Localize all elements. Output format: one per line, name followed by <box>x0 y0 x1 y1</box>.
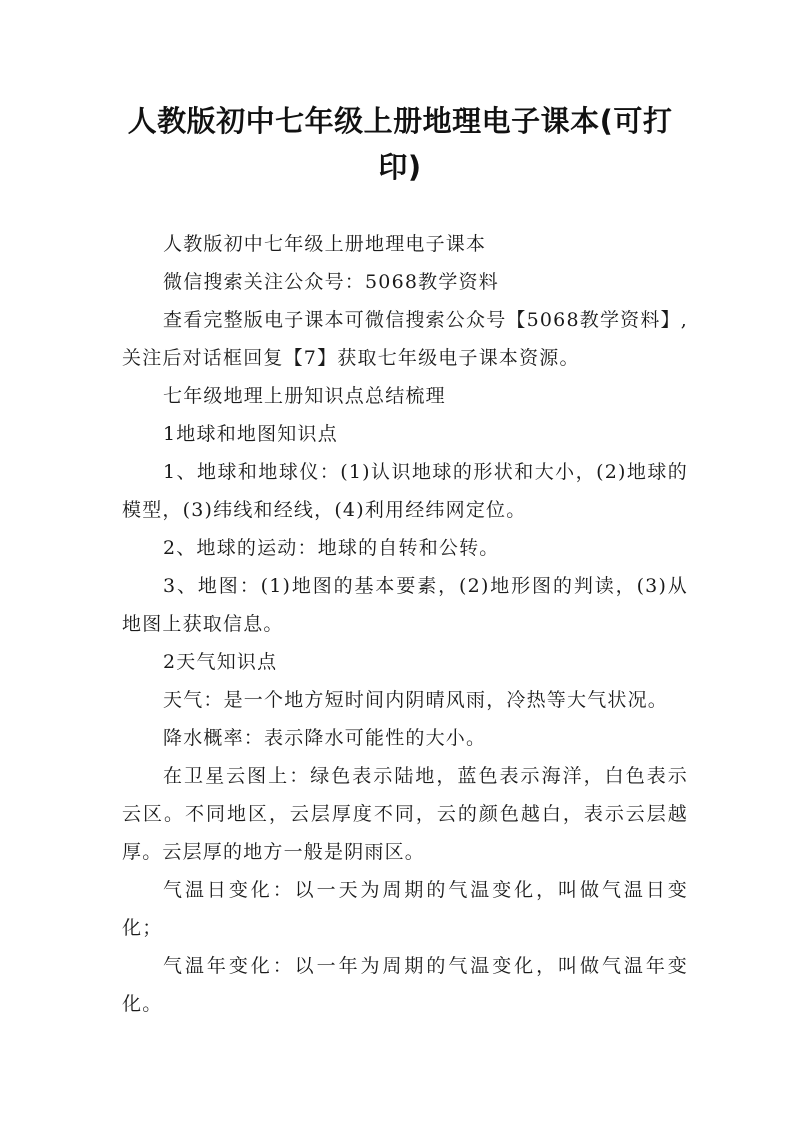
paragraph-summary-heading: 七年级地理上册知识点总结梳理 <box>163 385 446 407</box>
paragraph-weather-definition: 天气：是一个地方短时间内阴晴风雨，冷热等大气状况。 <box>163 689 669 711</box>
paragraph-maps: 3、地图：(1)地图的基本要素，(2)地形图的判读，(3)从地图上获取信息。 <box>122 575 688 635</box>
paragraph-annual-temperature: 气温年变化：以一年为周期的气温变化，叫做气温年变化。 <box>122 955 688 1015</box>
paragraph-earth-motion: 2、地球的运动：地球的自转和公转。 <box>163 537 500 559</box>
section-heading-weather: 2天气知识点 <box>163 651 278 673</box>
paragraph-daily-temperature: 气温日变化：以一天为周期的气温变化，叫做气温日变化； <box>122 879 688 939</box>
document-title: 人教版初中七年级上册地理电子课本(可打印) <box>127 104 673 184</box>
paragraph-full-version-note: 查看完整版电子课本可微信搜索公众号【5068教学资料】,关注后对话框回复【7】获取七年级电子课本资源。 <box>122 309 688 369</box>
paragraph-precipitation-probability: 降水概率：表示降水可能性的大小。 <box>163 727 487 749</box>
paragraph-satellite-cloud-map: 在卫星云图上：绿色表示陆地，蓝色表示海洋，白色表示云区。不同地区，云层厚度不同，云的颜色越白，表示云层越厚。云层厚的地方一般是阴雨区。 <box>122 765 688 863</box>
paragraph-textbook-name: 人教版初中七年级上册地理电子课本 <box>163 233 487 255</box>
section-heading-earth-maps: 1地球和地图知识点 <box>163 423 338 445</box>
document-body <box>122 225 688 1023</box>
paragraph-earth-globe: 1、地球和地球仪：(1)认识地球的形状和大小，(2)地球的模型，(3)纬线和经线，(4)利用经纬网定位。 <box>122 461 688 521</box>
paragraph-wechat-search: 微信搜索关注公众号：5068教学资料 <box>163 271 499 293</box>
